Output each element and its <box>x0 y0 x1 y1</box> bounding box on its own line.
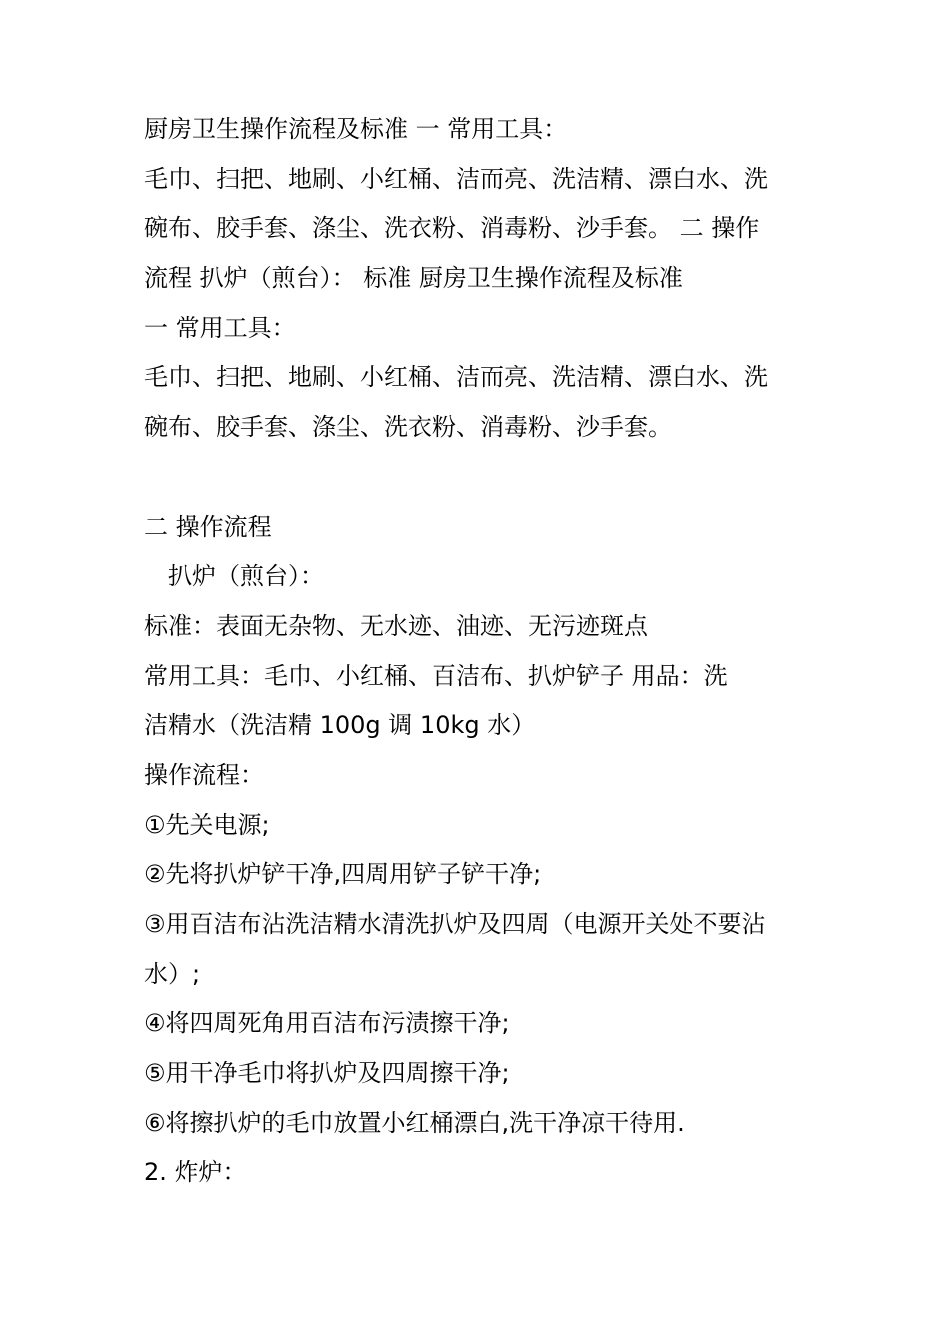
section-heading: 2. 炸炉： <box>144 1158 247 1187</box>
step-item: ①先关电源; <box>144 810 270 839</box>
paragraph-line: 毛巾、扫把、地刷、小红桶、洁而亮、洗洁精、漂白水、洗 <box>144 363 768 392</box>
document-body <box>144 105 808 1198</box>
section-heading: 二 操作流程 <box>144 512 272 541</box>
paragraph-line: 厨房卫生操作流程及标准 一 常用工具： <box>144 115 568 143</box>
paragraph-line: 操作流程： <box>144 760 264 789</box>
step-item: ⑤用干净毛巾将扒炉及四周擦干净; <box>144 1059 510 1088</box>
step-item: ②先将扒炉铲干净,四周用铲子铲干净; <box>144 860 542 889</box>
step-item-continued: 水）; <box>144 959 201 988</box>
section-heading: 一 常用工具： <box>144 313 296 342</box>
step-item: ⑥将擦扒炉的毛巾放置小红桶漂白,洗干净凉干待用. <box>144 1108 685 1137</box>
paragraph-line: 常用工具：毛巾、小红桶、百洁布、扒炉铲子 用品：洗 <box>144 661 728 690</box>
step-item: ④将四周死角用百洁布污渍擦干净; <box>144 1009 510 1038</box>
blank-line <box>144 453 808 503</box>
paragraph-line: 标准：表面无杂物、无水迹、油迹、无污迹斑点 <box>144 611 648 640</box>
subsection-heading: 扒炉（煎台）： <box>168 562 324 591</box>
paragraph-line: 碗布、胶手套、涤尘、洗衣粉、消毒粉、沙手套。 <box>144 413 672 442</box>
paragraph-line: 碗布、胶手套、涤尘、洗衣粉、消毒粉、沙手套。 二 操作 <box>144 214 760 243</box>
paragraph-line: 流程 扒炉（煎台）： 标准 厨房卫生操作流程及标准 <box>144 264 683 293</box>
paragraph-line: 洁精水（洗洁精 100g 调 10kg 水） <box>144 711 536 740</box>
paragraph-line: 毛巾、扫把、地刷、小红桶、洁而亮、洗洁精、漂白水、洗 <box>144 164 768 193</box>
step-item: ③用百洁布沾洗洁精水清洗扒炉及四周（电源开关处不要沾 <box>144 910 766 938</box>
